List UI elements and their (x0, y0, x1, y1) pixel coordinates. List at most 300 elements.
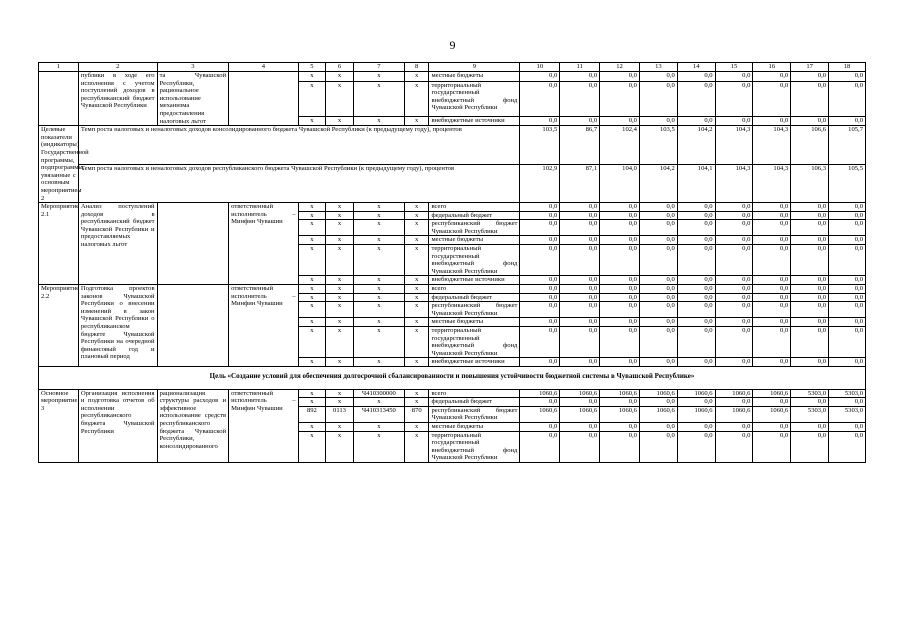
amount-cell: 0,0 (677, 398, 715, 407)
budget-code-cell: x (298, 211, 326, 220)
amount-cell: 0,0 (639, 203, 677, 212)
budget-code-cell: x (326, 245, 354, 276)
amount-cell: 0,0 (829, 203, 866, 212)
col-header: 7 (353, 63, 404, 72)
budget-code-cell: x (404, 276, 429, 285)
amount-cell: 5303,0 (791, 406, 829, 422)
amount-cell: 0,0 (791, 276, 829, 285)
indicator-text: Темп роста налоговых и неналоговых доходов республиканского бюджета Чувашской Республики (к предыдущему году), процентов (78, 164, 520, 202)
amount-cell: 0,0 (560, 302, 600, 318)
budget-code-cell: x (404, 285, 429, 294)
budget-code-cell: x (404, 431, 429, 462)
indicator-value: 104,3 (715, 126, 753, 164)
amount-cell: 0,0 (639, 327, 677, 358)
amount-cell: 5303,0 (829, 406, 866, 422)
goal-row (39, 366, 866, 389)
amount-cell: 0,0 (753, 203, 791, 212)
budget-code-cell: x (404, 245, 429, 276)
amount-cell: 0,0 (829, 318, 866, 327)
amount-cell: 1060,6 (600, 389, 640, 398)
amount-cell: 0,0 (791, 245, 829, 276)
col-header: 16 (753, 63, 791, 72)
amount-cell: 0,0 (791, 327, 829, 358)
activity-result (157, 203, 229, 285)
funding-source-cell: всего (429, 203, 520, 212)
amount-cell: 0,0 (520, 431, 560, 462)
amount-cell: 1060,6 (753, 389, 791, 398)
indicator-value: 104,1 (677, 164, 715, 202)
budget-code-cell: x (326, 422, 354, 431)
budget-code-cell: Ч410300000 (353, 389, 404, 398)
amount-cell: 0,0 (560, 236, 600, 245)
amount-cell: 0,0 (639, 398, 677, 407)
funding-source-cell: республиканский бюджет Чувашской Республики (429, 302, 520, 318)
amount-cell: 0,0 (753, 431, 791, 462)
amount-cell: 0,0 (791, 285, 829, 294)
budget-code-cell: x (326, 293, 354, 302)
goal-heading: Цель «Создание условий для обеспечения долгосрочной сбалансированности и повышения устойчивости бюджетной системы в Чувашской Республике» (39, 366, 866, 389)
budget-code-cell: x (298, 116, 326, 126)
table-row (39, 389, 866, 398)
budget-code-cell: x (353, 327, 404, 358)
budget-code-cell: x (326, 116, 354, 126)
indicator-value: 105,5 (829, 164, 866, 202)
table-body (39, 63, 866, 463)
amount-cell: 0,0 (791, 398, 829, 407)
budget-code-cell: x (298, 245, 326, 276)
budget-code-cell: x (353, 72, 404, 82)
page-number: 9 (449, 38, 456, 52)
continued-name-cell: публики в ходе его исполнения с учетом поступлений доходов в республиканский бюджет Чувашской Республики (78, 72, 157, 126)
budget-code-cell: x (353, 116, 404, 126)
amount-cell: 0,0 (600, 358, 640, 367)
amount-cell: 0,0 (753, 276, 791, 285)
amount-cell: 1060,6 (715, 389, 753, 398)
amount-cell: 1060,6 (560, 389, 600, 398)
amount-cell: 0,0 (829, 81, 866, 116)
budget-code-cell: x (404, 398, 429, 407)
amount-cell: 0,0 (600, 81, 640, 116)
amount-cell: 0,0 (677, 276, 715, 285)
amount-cell: 0,0 (520, 211, 560, 220)
amount-cell: 0,0 (639, 220, 677, 236)
budget-code-cell: x (353, 398, 404, 407)
amount-cell: 0,0 (677, 285, 715, 294)
amount-cell: 0,0 (560, 285, 600, 294)
budget-code-cell: x (326, 285, 354, 294)
budget-code-cell: x (298, 422, 326, 431)
amount-cell: 0,0 (600, 203, 640, 212)
budget-code-cell: x (326, 203, 354, 212)
amount-cell: 0,0 (639, 72, 677, 82)
indicator-value: 103,5 (639, 126, 677, 164)
budget-code-cell: x (353, 285, 404, 294)
funding-source-cell: всего (429, 389, 520, 398)
amount-cell: 0,0 (677, 327, 715, 358)
amount-cell: 0,0 (639, 318, 677, 327)
budget-code-cell: x (353, 211, 404, 220)
indicator-value: 87,1 (560, 164, 600, 202)
amount-cell: 0,0 (677, 236, 715, 245)
amount-cell: 1060,6 (600, 406, 640, 422)
indicator-row (39, 164, 866, 202)
budget-code-cell: x (298, 276, 326, 285)
amount-cell: 0,0 (791, 302, 829, 318)
indicator-value: 104,0 (600, 164, 640, 202)
amount-cell: 0,0 (753, 81, 791, 116)
budget-code-cell: x (326, 358, 354, 367)
amount-cell: 0,0 (677, 203, 715, 212)
amount-cell: 0,0 (600, 293, 640, 302)
amount-cell: 0,0 (791, 431, 829, 462)
amount-cell: 0,0 (791, 81, 829, 116)
amount-cell: 0,0 (600, 318, 640, 327)
budget-code-cell: 0113 (326, 406, 354, 422)
activity-executor: ответственный исполнитель – Минфин Чувашии (229, 285, 299, 367)
funding-source-cell: местные бюджеты (429, 422, 520, 431)
budget-code-cell: x (353, 81, 404, 116)
amount-cell: 0,0 (639, 285, 677, 294)
amount-cell: 0,0 (677, 116, 715, 126)
amount-cell: 0,0 (829, 358, 866, 367)
budget-code-cell: x (353, 431, 404, 462)
amount-cell: 0,0 (715, 245, 753, 276)
amount-cell: 0,0 (520, 116, 560, 126)
amount-cell: 0,0 (520, 276, 560, 285)
funding-source-cell: федеральный бюджет (429, 293, 520, 302)
amount-cell: 1060,6 (520, 389, 560, 398)
budget-code-cell: x (326, 236, 354, 245)
budget-code-cell: x (298, 431, 326, 462)
budget-code-cell: x (326, 276, 354, 285)
amount-cell: 0,0 (677, 293, 715, 302)
amount-cell: 0,0 (520, 327, 560, 358)
amount-cell: 0,0 (791, 72, 829, 82)
amount-cell: 0,0 (753, 211, 791, 220)
budget-code-cell: x (404, 236, 429, 245)
amount-cell: 0,0 (753, 422, 791, 431)
amount-cell: 0,0 (560, 116, 600, 126)
col-header: 4 (229, 63, 299, 72)
funding-source-cell: внебюджетные источники (429, 276, 520, 285)
continued-executor-cell (229, 72, 299, 126)
program-table (38, 62, 866, 463)
amount-cell: 1060,6 (639, 406, 677, 422)
amount-cell: 0,0 (639, 116, 677, 126)
indicator-value: 86,7 (560, 126, 600, 164)
col-header: 3 (157, 63, 229, 72)
amount-cell: 0,0 (753, 327, 791, 358)
amount-cell: 0,0 (600, 422, 640, 431)
budget-code-cell: 870 (404, 406, 429, 422)
budget-code-cell: x (404, 302, 429, 318)
funding-source-cell: территориальный государственный внебюджетный фонд Чувашской Республики (429, 245, 520, 276)
amount-cell: 0,0 (520, 203, 560, 212)
funding-source-cell: федеральный бюджет (429, 211, 520, 220)
indicator-value: 104,2 (677, 126, 715, 164)
indicator-value: 106,3 (791, 164, 829, 202)
amount-cell: 0,0 (560, 327, 600, 358)
budget-code-cell: x (326, 302, 354, 318)
activity-number: Мероприятие 2.2 (39, 285, 79, 367)
amount-cell: 0,0 (829, 327, 866, 358)
budget-code-cell: x (326, 327, 354, 358)
amount-cell: 0,0 (600, 302, 640, 318)
amount-cell: 0,0 (753, 236, 791, 245)
amount-cell: 0,0 (677, 318, 715, 327)
amount-cell: 0,0 (639, 211, 677, 220)
funding-source-cell: всего (429, 285, 520, 294)
amount-cell: 0,0 (639, 276, 677, 285)
budget-code-cell: x (404, 211, 429, 220)
main-activity-result: рационализация структуры расходов и эффективное использование средств республиканского бюджета Чувашской Республики, консолидированного (157, 389, 229, 462)
table-row (39, 72, 866, 82)
amount-cell: 0,0 (600, 431, 640, 462)
budget-code-cell: x (298, 81, 326, 116)
activity-result (157, 285, 229, 367)
indicator-value: 104,3 (753, 164, 791, 202)
amount-cell: 0,0 (639, 422, 677, 431)
budget-code-cell: x (326, 211, 354, 220)
amount-cell: 0,0 (677, 81, 715, 116)
amount-cell: 0,0 (753, 318, 791, 327)
amount-cell: 0,0 (715, 327, 753, 358)
amount-cell: 0,0 (753, 358, 791, 367)
budget-code-cell: x (298, 203, 326, 212)
funding-source-cell: местные бюджеты (429, 72, 520, 82)
amount-cell: 0,0 (677, 302, 715, 318)
amount-cell: 0,0 (600, 285, 640, 294)
amount-cell: 0,0 (560, 211, 600, 220)
col-header: 18 (829, 63, 866, 72)
amount-cell: 0,0 (677, 431, 715, 462)
amount-cell: 0,0 (600, 236, 640, 245)
amount-cell: 0,0 (639, 81, 677, 116)
amount-cell: 0,0 (829, 116, 866, 126)
amount-cell: 0,0 (520, 72, 560, 82)
col-header: 12 (600, 63, 640, 72)
amount-cell: 0,0 (600, 245, 640, 276)
amount-cell: 0,0 (715, 285, 753, 294)
budget-code-cell: x (353, 245, 404, 276)
amount-cell: 0,0 (715, 72, 753, 82)
amount-cell: 0,0 (677, 245, 715, 276)
main-activity-number: Основное мероприятие 3 (39, 389, 79, 462)
amount-cell: 0,0 (715, 422, 753, 431)
budget-code-cell: x (353, 358, 404, 367)
col-header: 17 (791, 63, 829, 72)
budget-code-cell: x (404, 203, 429, 212)
indicator-value: 104,3 (753, 126, 791, 164)
budget-code-cell: 892 (298, 406, 326, 422)
amount-cell: 0,0 (520, 318, 560, 327)
budget-code-cell: x (298, 293, 326, 302)
amount-cell: 0,0 (600, 116, 640, 126)
budget-code-cell: x (404, 389, 429, 398)
amount-cell: 0,0 (560, 203, 600, 212)
amount-cell: 0,0 (600, 211, 640, 220)
amount-cell: 0,0 (791, 203, 829, 212)
amount-cell: 0,0 (753, 245, 791, 276)
amount-cell: 5303,0 (791, 389, 829, 398)
budget-code-cell: x (326, 220, 354, 236)
col-header: 6 (326, 63, 354, 72)
indicator-value: 102,9 (520, 164, 560, 202)
amount-cell: 1060,6 (560, 406, 600, 422)
budget-code-cell: x (404, 220, 429, 236)
amount-cell: 0,0 (715, 293, 753, 302)
budget-code-cell: x (326, 431, 354, 462)
amount-cell: 0,0 (600, 327, 640, 358)
budget-code-cell: x (404, 72, 429, 82)
amount-cell: 0,0 (677, 422, 715, 431)
amount-cell: 0,0 (753, 220, 791, 236)
amount-cell: 0,0 (520, 302, 560, 318)
budget-code-cell: x (353, 318, 404, 327)
col-header: 10 (520, 63, 560, 72)
amount-cell: 0,0 (520, 285, 560, 294)
amount-cell: 0,0 (715, 116, 753, 126)
table-row (39, 203, 866, 212)
amount-cell: 0,0 (715, 211, 753, 220)
amount-cell: 1060,6 (715, 406, 753, 422)
budget-code-cell: x (353, 236, 404, 245)
amount-cell: 0,0 (829, 422, 866, 431)
budget-code-cell: x (404, 116, 429, 126)
funding-source-cell: республиканский бюджет Чувашской Республики (429, 220, 520, 236)
amount-cell: 0,0 (791, 358, 829, 367)
amount-cell: 1060,6 (677, 406, 715, 422)
amount-cell: 0,0 (753, 72, 791, 82)
funding-source-cell: республиканский бюджет Чувашской Республики (429, 406, 520, 422)
budget-code-cell: x (326, 398, 354, 407)
col-header: 9 (429, 63, 520, 72)
amount-cell: 1060,6 (639, 389, 677, 398)
amount-cell: 0,0 (520, 398, 560, 407)
amount-cell: 0,0 (791, 211, 829, 220)
budget-code-cell: x (298, 285, 326, 294)
budget-code-cell: x (404, 293, 429, 302)
budget-code-cell: x (404, 358, 429, 367)
funding-source-cell: территориальный государственный внебюджетный фонд Чувашской Республики (429, 81, 520, 116)
amount-cell: 0,0 (715, 431, 753, 462)
amount-cell: 0,0 (829, 245, 866, 276)
amount-cell: 0,0 (829, 293, 866, 302)
table-row (39, 285, 866, 294)
amount-cell: 0,0 (560, 318, 600, 327)
amount-cell: 0,0 (520, 358, 560, 367)
funding-source-cell: внебюджетные источники (429, 116, 520, 126)
amount-cell: 0,0 (560, 72, 600, 82)
main-activity-executor: ответственный исполнитель – Минфин Чувашии (229, 389, 299, 462)
amount-cell: 0,0 (715, 220, 753, 236)
budget-code-cell: x (326, 81, 354, 116)
budget-code-cell: x (298, 398, 326, 407)
amount-cell: 0,0 (639, 293, 677, 302)
funding-source-cell: внебюджетные источники (429, 358, 520, 367)
amount-cell: 0,0 (829, 276, 866, 285)
budget-code-cell: x (353, 422, 404, 431)
funding-source-cell: территориальный государственный внебюджетный фонд Чувашской Республики (429, 327, 520, 358)
amount-cell: 0,0 (791, 422, 829, 431)
continued-number-cell (39, 72, 79, 126)
amount-cell: 0,0 (791, 220, 829, 236)
amount-cell: 0,0 (520, 422, 560, 431)
amount-cell: 0,0 (753, 293, 791, 302)
indicator-text: Темп роста налоговых и неналоговых доходов консолидированного бюджета Чувашской Республики (к предыдущему году), процентов (78, 126, 520, 164)
amount-cell: 0,0 (520, 245, 560, 276)
budget-code-cell: x (404, 81, 429, 116)
amount-cell: 0,0 (715, 81, 753, 116)
amount-cell: 0,0 (639, 431, 677, 462)
amount-cell: 0,0 (791, 293, 829, 302)
budget-code-cell: x (326, 389, 354, 398)
indicator-row (39, 126, 866, 164)
amount-cell: 0,0 (715, 398, 753, 407)
amount-cell: 0,0 (753, 302, 791, 318)
main-activity-name: Организация исполнения и подготовка отчетов об исполнении республиканского бюджета Чувашской Республики (78, 389, 157, 462)
activity-executor: ответственный исполнитель – Минфин Чувашии (229, 203, 299, 285)
amount-cell: 0,0 (715, 203, 753, 212)
amount-cell: 0,0 (639, 302, 677, 318)
amount-cell: 0,0 (753, 285, 791, 294)
budget-code-cell: x (298, 236, 326, 245)
budget-code-cell: x (298, 302, 326, 318)
budget-code-cell: x (298, 389, 326, 398)
amount-cell: 0,0 (639, 245, 677, 276)
amount-cell: 1060,6 (753, 406, 791, 422)
col-header: 5 (298, 63, 326, 72)
budget-code-cell: x (353, 302, 404, 318)
amount-cell: 0,0 (560, 431, 600, 462)
amount-cell: 1060,6 (520, 406, 560, 422)
amount-cell: 0,0 (560, 293, 600, 302)
funding-source-cell: территориальный государственный внебюджетный фонд Чувашской Республики (429, 431, 520, 462)
indicator-value: 104,2 (639, 164, 677, 202)
col-header: 15 (715, 63, 753, 72)
funding-source-cell: местные бюджеты (429, 236, 520, 245)
amount-cell: 0,0 (715, 276, 753, 285)
budget-code-cell: x (353, 203, 404, 212)
activity-name: Подготовка проектов законов Чувашской Республики о внесении изменений в закон Чувашской Республики о республиканском бюджете Чувашской Республики на очередной финансовый год и плановый период (78, 285, 157, 367)
amount-cell: 0,0 (677, 211, 715, 220)
amount-cell: 0,0 (829, 211, 866, 220)
amount-cell: 0,0 (520, 220, 560, 236)
col-header: 8 (404, 63, 429, 72)
amount-cell: 0,0 (829, 398, 866, 407)
budget-code-cell: x (404, 327, 429, 358)
amount-cell: 0,0 (829, 285, 866, 294)
budget-code-cell: x (298, 220, 326, 236)
amount-cell: 0,0 (715, 318, 753, 327)
amount-cell: 0,0 (791, 116, 829, 126)
amount-cell: 0,0 (715, 358, 753, 367)
budget-code-cell: x (353, 276, 404, 285)
amount-cell: 0,0 (677, 220, 715, 236)
activity-number: Мероприятие 2.1 (39, 203, 79, 285)
amount-cell: 0,0 (520, 81, 560, 116)
amount-cell: 0,0 (520, 293, 560, 302)
amount-cell: 0,0 (600, 276, 640, 285)
funding-source-cell: федеральный бюджет (429, 398, 520, 407)
budget-code-cell: x (298, 327, 326, 358)
budget-code-cell: x (298, 358, 326, 367)
amount-cell: 0,0 (520, 236, 560, 245)
indicator-value: 104,3 (715, 164, 753, 202)
budget-code-cell: x (298, 318, 326, 327)
col-header: 14 (677, 63, 715, 72)
amount-cell: 5303,0 (829, 389, 866, 398)
